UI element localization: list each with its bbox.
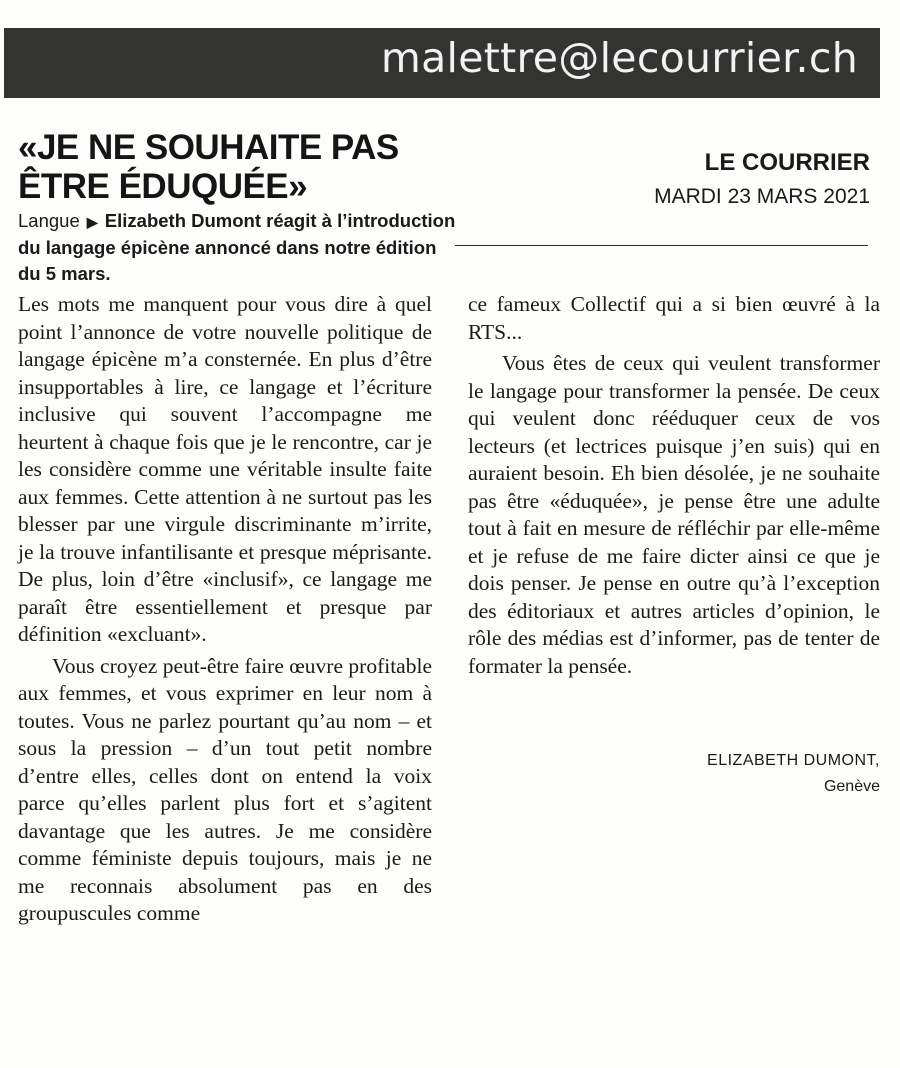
publication-date: MARDI 23 MARS 2021 (654, 185, 870, 208)
author-city: Genève (823, 778, 880, 795)
author-name: ELIZABETH DUMONT, (707, 752, 880, 769)
paragraph: Les mots me manquent pour vous dire à quel point l’annonce de votre nouvelle politique de langage épicène m’a consternée. En plus d’être insupportables à lire, ce langage et l’écriture inclusive qui souvent l’accompagne me heurtent à chaque fois que je le rencontre, car je les considère comme une véritable insulte faite aux femmes. Cette attention à ne surtout pas les blesser par une virgule discriminante m’irrite, je la trouve infantilisante et presque méprisante. De plus, loin d’être «inclusif», ce langage me paraît être essentiellement et presque par définition «excluant». (18, 292, 432, 646)
paragraph: Vous êtes de ceux qui veulent transformer le langage pour transformer la pensée. De ceux qui veulent donc rééduquer ceux de vos lecteurs (et lectrices puisque j’en suis) qui en auraient besoin. Eh bien désolée, je ne souhaite pas être «éduquée», je pense être une adulte tout à fait en mesure de réfléchir par elle-même et je refuse de me faire dicter ainsi ce que je dois penser. Je pense en outre qu’à l’exception des éditoriaux et autres articles d’opinion, le rôle des médias est d’informer, pas de tenter de formater la pensée. (468, 351, 880, 678)
category-label: Langue (18, 210, 80, 231)
body-column-left (18, 291, 432, 928)
headline: «JE NE SOUHAITE PAS ÊTRE ÉDUQUÉE» (18, 128, 399, 206)
body-column-right (468, 291, 880, 680)
divider (455, 245, 868, 246)
publication-name: LE COURRIER (704, 149, 870, 176)
kicker-text: Elizabeth Dumont réagit à l’introduction du langage épicène annoncé dans notre édition du 5 mars. (18, 210, 456, 284)
kicker (18, 208, 458, 287)
paragraph: Vous croyez peut-être faire œuvre profitable aux femmes, et vous exprimer en leur nom à toutes. Vous ne parlez pourtant qu’au nom – et sous la pression – d’un tout petit nombre d’entre elles, celles dont on entend la voix parce qu’elles parlent plus fort et s’agitent davantage que les autres. Je me considère comme féministe depuis toujours, mais je ne me reconnais absolument pas en des groupuscules comme (18, 653, 432, 925)
paragraph: ce fameux Collectif qui a si bien œuvré à la RTS... (468, 292, 880, 344)
triangle-arrow-icon: ▶ (86, 214, 98, 230)
signature (707, 748, 880, 800)
email-address: malettre@lecourrier.ch (380, 34, 858, 82)
publication-info (654, 148, 870, 212)
email-banner (4, 28, 880, 98)
